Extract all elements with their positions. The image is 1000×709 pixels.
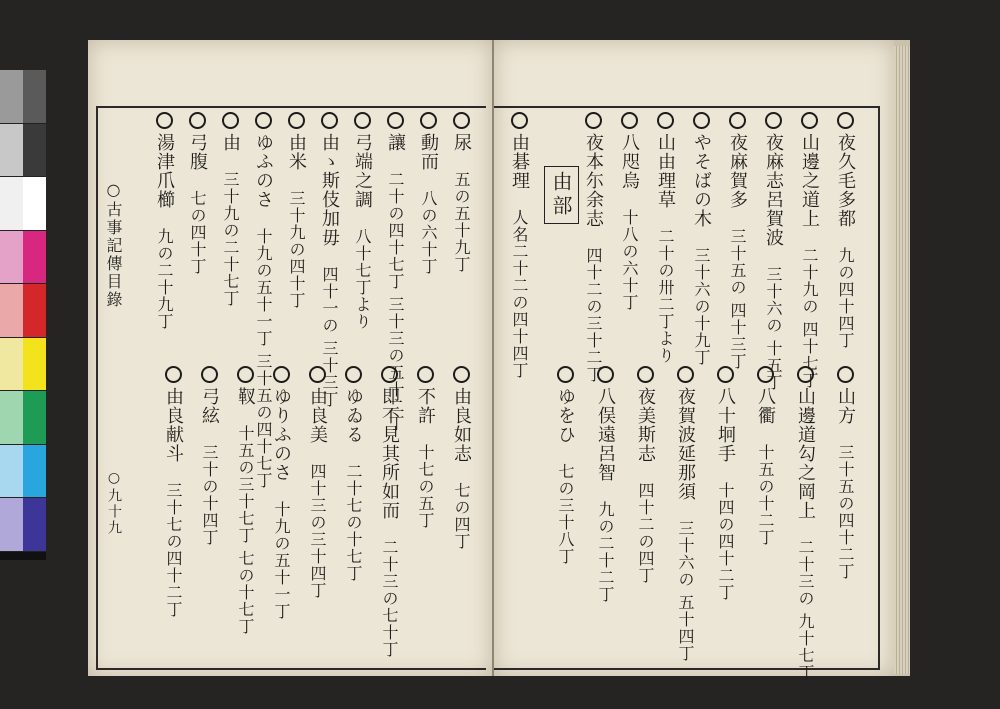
- circle-mark-icon: [345, 366, 362, 383]
- entry-headword: 由碁理: [509, 133, 530, 190]
- section-label: 由部: [544, 166, 579, 224]
- index-entry: [198, 366, 220, 546]
- entry-headword: ゆりふのさ: [271, 387, 292, 482]
- entry-headword: 由良如志: [451, 387, 472, 463]
- entry-reference: 三十五の四十二丁: [836, 444, 855, 580]
- entry-reference: 二十九の 四十七丁: [800, 247, 819, 390]
- color-swatch: [0, 284, 23, 338]
- entry-reference: 十七の五丁: [416, 444, 435, 529]
- color-swatch: [23, 445, 46, 499]
- index-entry: [153, 112, 175, 330]
- index-entry: [508, 112, 530, 379]
- entry-reference: 四十二の四丁: [636, 482, 655, 584]
- color-swatch: [0, 124, 23, 178]
- circle-mark-icon: [420, 112, 437, 129]
- entry-reference: 三十五の 四十三丁: [728, 228, 747, 371]
- circle-mark-icon: [585, 112, 602, 129]
- index-entry: [618, 112, 640, 311]
- entry-headword: 八十坰手: [715, 387, 736, 463]
- entry-headword: 夜美斯志: [635, 387, 656, 463]
- entry-reference: 三十七の四十二丁: [164, 482, 183, 618]
- color-swatch: [0, 338, 23, 392]
- entry-headword: 動而: [418, 133, 439, 171]
- index-entry: [634, 366, 656, 584]
- entry-reference: 三十の十四丁: [200, 444, 219, 546]
- index-entry: [450, 112, 472, 273]
- entry-reference: 人名二十二の四十四丁: [510, 209, 529, 379]
- entry-reference: 八の六十丁: [419, 190, 438, 275]
- entry-headword: 尿: [451, 133, 472, 152]
- circle-mark-icon: [189, 112, 206, 129]
- entry-reference: 二十七の十七丁: [344, 463, 363, 582]
- entry-reference: 九の四十四丁: [836, 247, 855, 349]
- page-number: ○九十九: [106, 470, 122, 536]
- open-book: [88, 40, 910, 682]
- circle-mark-icon: [765, 112, 782, 129]
- entry-headword: ゆふのさ: [253, 133, 274, 209]
- circle-mark-icon: [621, 112, 638, 129]
- entry-reference: 二十の卅二丁より: [656, 228, 675, 364]
- entry-headword: 由米: [286, 133, 307, 171]
- entry-reference: 二十三の 九十七丁: [796, 539, 815, 682]
- book-title-margin: ○古事記傳目錄: [104, 180, 123, 309]
- color-swatch: [23, 177, 46, 231]
- entry-reference: 十九の五十一丁 三十五の四十七丁: [254, 228, 273, 490]
- color-swatch: [23, 284, 46, 338]
- color-swatch: [0, 391, 23, 445]
- circle-mark-icon: [837, 366, 854, 383]
- index-entry: [318, 112, 340, 408]
- entry-headword: 由良美: [307, 387, 328, 444]
- color-calibration-chart: [0, 70, 46, 560]
- color-swatch: [0, 498, 23, 552]
- right-page: [494, 40, 894, 682]
- circle-mark-icon: [255, 112, 272, 129]
- entry-reference: 四十三の三十四丁: [308, 463, 327, 599]
- circle-mark-icon: [321, 112, 338, 129]
- entry-headword: 山邊道勾之岡上: [795, 387, 816, 520]
- entry-headword: 夜麻志呂賀波: [763, 133, 784, 247]
- circle-mark-icon: [717, 366, 734, 383]
- color-swatch: [0, 70, 23, 124]
- entry-headword: 讓: [385, 133, 406, 152]
- color-swatch: [23, 391, 46, 445]
- circle-mark-icon: [657, 112, 674, 129]
- entry-headword: 弓絃: [199, 387, 220, 425]
- circle-mark-icon: [273, 366, 290, 383]
- entry-reference: 十八の六十丁: [620, 209, 639, 311]
- entry-headword: 靫: [235, 387, 256, 406]
- circle-mark-icon: [797, 366, 814, 383]
- entry-reference: 三十九の四十丁: [287, 190, 306, 309]
- color-swatch: [0, 231, 23, 285]
- index-entry: [726, 112, 748, 370]
- color-swatch: [23, 70, 46, 124]
- entry-headword: 夜麻賀多: [727, 133, 748, 209]
- index-entry: [342, 366, 364, 582]
- circle-mark-icon: [453, 112, 470, 129]
- index-entry: [234, 366, 256, 635]
- entry-reference: 二十の四十七丁 三十三の五十二丁: [386, 171, 405, 433]
- entry-reference: 十五の三十七丁 七の十七丁: [236, 425, 255, 636]
- entry-reference: 四十一の 三十三丁: [320, 266, 339, 409]
- index-entry: [270, 366, 292, 620]
- circle-mark-icon: [729, 112, 746, 129]
- index-entry: [654, 112, 676, 364]
- entry-reference: 十五の十二丁: [756, 444, 775, 546]
- index-entry: [594, 366, 616, 603]
- index-entry: [554, 366, 576, 565]
- color-swatch: [23, 498, 46, 552]
- entry-headword: やそばの木: [691, 133, 712, 228]
- color-swatch: [0, 445, 23, 499]
- index-entry: [450, 366, 472, 550]
- entry-reference: 九の二十二丁: [596, 501, 615, 603]
- entry-reference: 七の四十丁: [188, 190, 207, 275]
- index-entry: [414, 366, 436, 529]
- circle-mark-icon: [201, 366, 218, 383]
- entry-headword: 山邊之道上: [799, 133, 820, 228]
- circle-mark-icon: [453, 366, 470, 383]
- index-entry: [674, 366, 696, 662]
- circle-mark-icon: [677, 366, 694, 383]
- entry-reference: 五の五十九丁: [452, 171, 471, 273]
- index-entry: [219, 112, 241, 307]
- entry-reference: 三十六の十九丁: [692, 247, 711, 366]
- page-edges: [894, 46, 910, 674]
- entry-reference: 十九の五十一丁: [272, 501, 291, 620]
- entry-headword: 八咫烏: [619, 133, 640, 190]
- entry-headword: 夜賀波延那須: [675, 387, 696, 501]
- circle-mark-icon: [387, 112, 404, 129]
- circle-mark-icon: [381, 366, 398, 383]
- entry-reference: 三十六の 十五丁: [764, 266, 783, 392]
- index-entry: [794, 366, 816, 681]
- index-entry: [714, 366, 736, 601]
- circle-mark-icon: [757, 366, 774, 383]
- index-entry: [351, 112, 373, 330]
- entry-reference: 八十七丁より: [353, 228, 372, 330]
- index-entry: [834, 366, 856, 580]
- entry-headword: 夜本尓余志: [583, 133, 604, 228]
- index-entry: [162, 366, 184, 618]
- entry-headword: ゆをひ: [555, 387, 576, 444]
- entry-reference: 四十二の三十二丁: [584, 247, 603, 383]
- color-swatch: [23, 338, 46, 392]
- circle-mark-icon: [417, 366, 434, 383]
- index-entry: [762, 112, 784, 391]
- circle-mark-icon: [222, 112, 239, 129]
- entry-headword: 由良献斗: [163, 387, 184, 463]
- entry-reference: 十四の四十二丁: [716, 482, 735, 601]
- color-swatch: [23, 231, 46, 285]
- entry-reference: 三十九の二十七丁: [221, 171, 240, 307]
- circle-mark-icon: [837, 112, 854, 129]
- entry-headword: 山由理草: [655, 133, 676, 209]
- circle-mark-icon: [637, 366, 654, 383]
- circle-mark-icon: [801, 112, 818, 129]
- index-entry: [834, 112, 856, 349]
- circle-mark-icon: [511, 112, 528, 129]
- entry-headword: 由ゝ斯伎加毋: [319, 133, 340, 247]
- entry-reference: 二十三の七十丁: [380, 539, 399, 658]
- entry-headword: ゆゐる: [343, 387, 364, 444]
- index-entry: [798, 112, 820, 389]
- entry-reference: 三十六の 五十四丁: [676, 520, 695, 663]
- entry-headword: 八俣遠呂智: [595, 387, 616, 482]
- circle-mark-icon: [237, 366, 254, 383]
- index-entry: [378, 366, 400, 658]
- entry-headword: 弓腹: [187, 133, 208, 171]
- circle-mark-icon: [354, 112, 371, 129]
- entry-headword: 由: [220, 133, 241, 152]
- entry-headword: 夜久毛多都: [835, 133, 856, 228]
- index-entry: [186, 112, 208, 275]
- circle-mark-icon: [309, 366, 326, 383]
- left-page: [88, 40, 494, 676]
- entry-headword: 即不見其所如而: [379, 387, 400, 520]
- entry-headword: 八衢: [755, 387, 776, 425]
- circle-mark-icon: [557, 366, 574, 383]
- circle-mark-icon: [156, 112, 173, 129]
- index-entry: [754, 366, 776, 546]
- color-swatch: [0, 177, 23, 231]
- entry-headword: 不許: [415, 387, 436, 425]
- index-entry: [582, 112, 604, 383]
- index-entry: [690, 112, 712, 366]
- circle-mark-icon: [693, 112, 710, 129]
- index-entry: [306, 366, 328, 599]
- circle-mark-icon: [165, 366, 182, 383]
- entry-headword: 湯津爪櫛: [154, 133, 175, 209]
- circle-mark-icon: [288, 112, 305, 129]
- entry-reference: 七の三十八丁: [556, 463, 575, 565]
- entry-reference: 九の二十九丁: [155, 228, 174, 330]
- entry-headword: 弓端之調: [352, 133, 373, 209]
- entry-reference: 七の四丁: [452, 482, 471, 550]
- color-swatch: [23, 124, 46, 178]
- entry-headword: 山方: [835, 387, 856, 425]
- index-entry: [417, 112, 439, 275]
- index-entry: [285, 112, 307, 309]
- circle-mark-icon: [597, 366, 614, 383]
